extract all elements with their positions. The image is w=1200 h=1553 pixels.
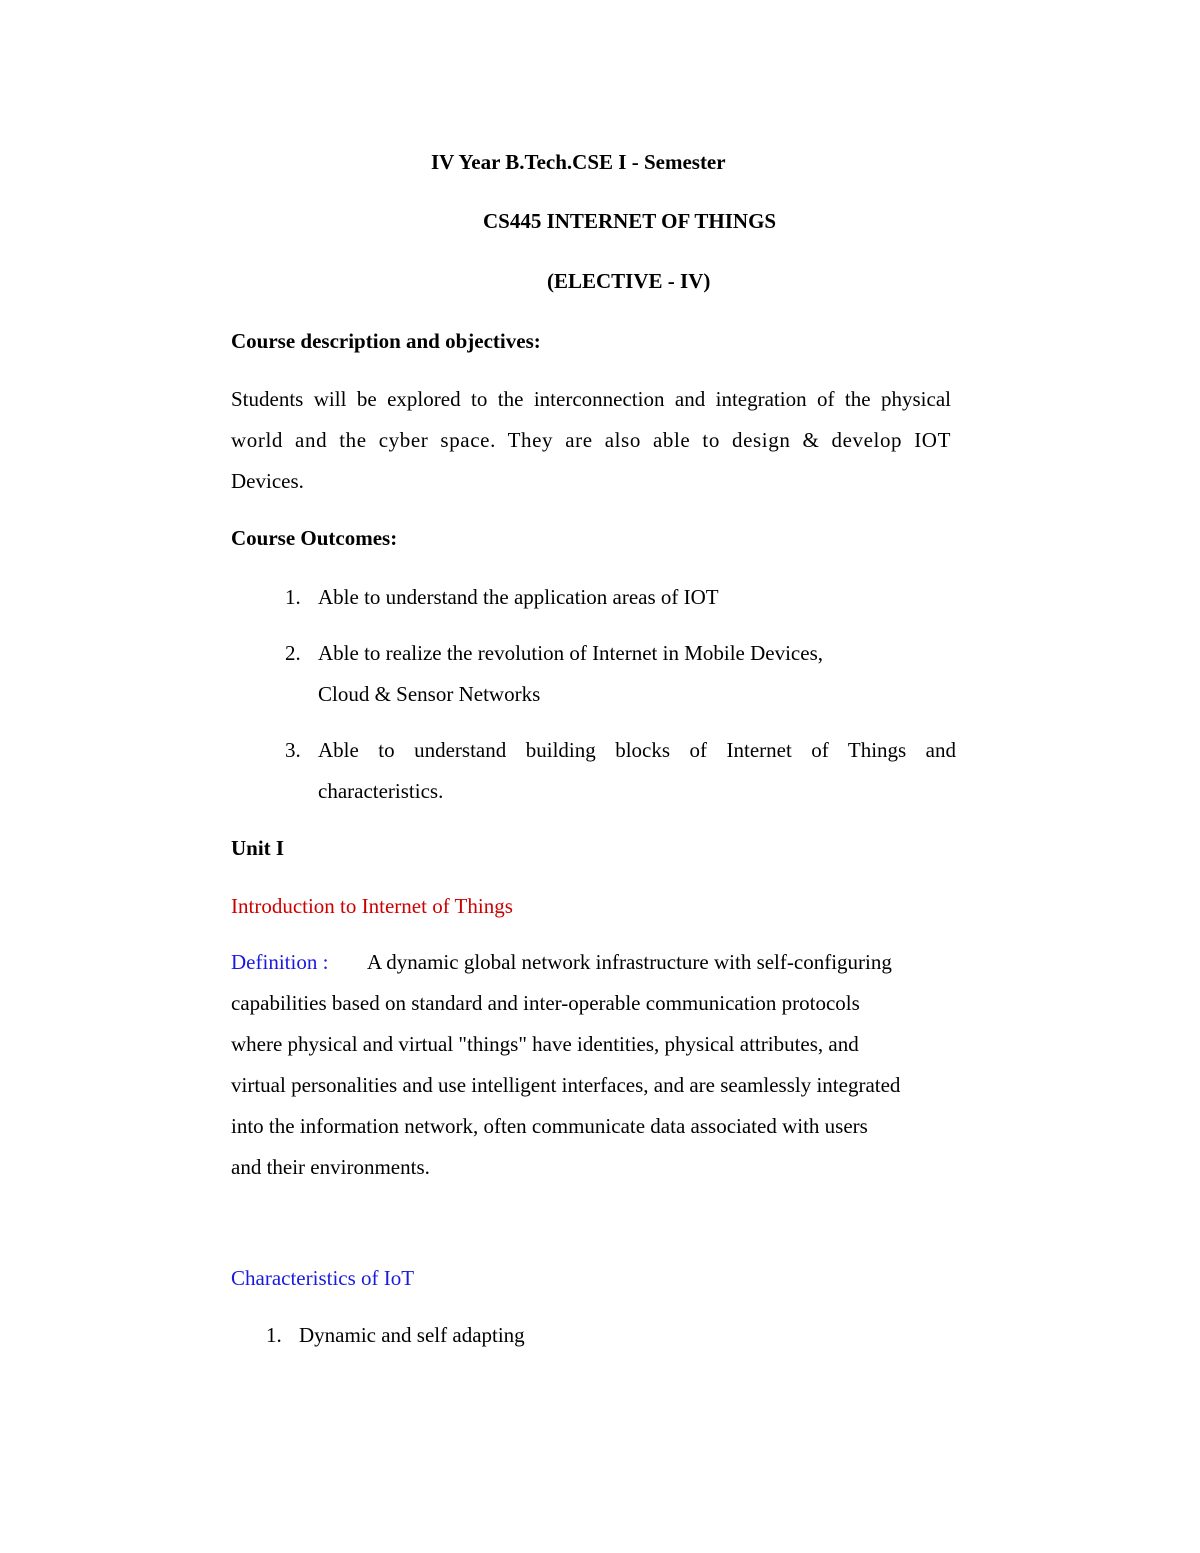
section-heading-description: Course description and objectives: bbox=[231, 329, 541, 353]
definition-line-1: A dynamic global network infrastructure with self-configuring bbox=[367, 950, 892, 974]
outcome-number-1: 1. bbox=[285, 585, 301, 609]
outcome-number-2: 2. bbox=[285, 641, 301, 665]
definition-line-2: capabilities based on standard and inter-operable communication protocols bbox=[231, 991, 860, 1015]
outcome-item-2-line-2: Cloud & Sensor Networks bbox=[318, 682, 541, 706]
outcome-item-2-line-1: Able to realize the revolution of Internet in Mobile Devices, bbox=[318, 641, 823, 665]
description-line-3: Devices. bbox=[231, 469, 304, 493]
definition-line-4: virtual personalities and use intelligent interfaces, and are seamlessly integrated bbox=[231, 1073, 901, 1097]
outcome-item-1: Able to understand the application areas of IOT bbox=[318, 585, 719, 609]
definition-line-6: and their environments. bbox=[231, 1155, 430, 1179]
description-line-1: Students will be explored to the interconnection and integration of the physical bbox=[231, 387, 951, 411]
definition-line-5: into the information network, often communicate data associated with users bbox=[231, 1114, 868, 1138]
unit-heading: Unit I bbox=[231, 836, 285, 860]
definition-label: Definition : bbox=[231, 950, 329, 974]
outcome-item-3-line-1: Able to understand building blocks of Internet of Things and bbox=[318, 738, 956, 762]
description-line-2: world and the cyber space. They are also able to design & develop IOT bbox=[231, 428, 951, 452]
unit-topic-title: Introduction to Internet of Things bbox=[231, 894, 513, 918]
outcome-item-3-line-2: characteristics. bbox=[318, 779, 444, 803]
section-heading-outcomes: Course Outcomes: bbox=[231, 526, 398, 550]
characteristic-item-1: Dynamic and self adapting bbox=[299, 1323, 525, 1347]
outcome-number-3: 3. bbox=[285, 738, 301, 762]
characteristics-heading: Characteristics of IoT bbox=[231, 1266, 415, 1290]
definition-line-3: where physical and virtual "things" have identities, physical attributes, and bbox=[231, 1032, 859, 1056]
header-year-semester: IV Year B.Tech.CSE I - Semester bbox=[431, 150, 726, 174]
elective-label: (ELECTIVE - IV) bbox=[547, 269, 711, 293]
course-title: CS445 INTERNET OF THINGS bbox=[483, 209, 777, 233]
characteristic-number-1: 1. bbox=[266, 1323, 282, 1347]
